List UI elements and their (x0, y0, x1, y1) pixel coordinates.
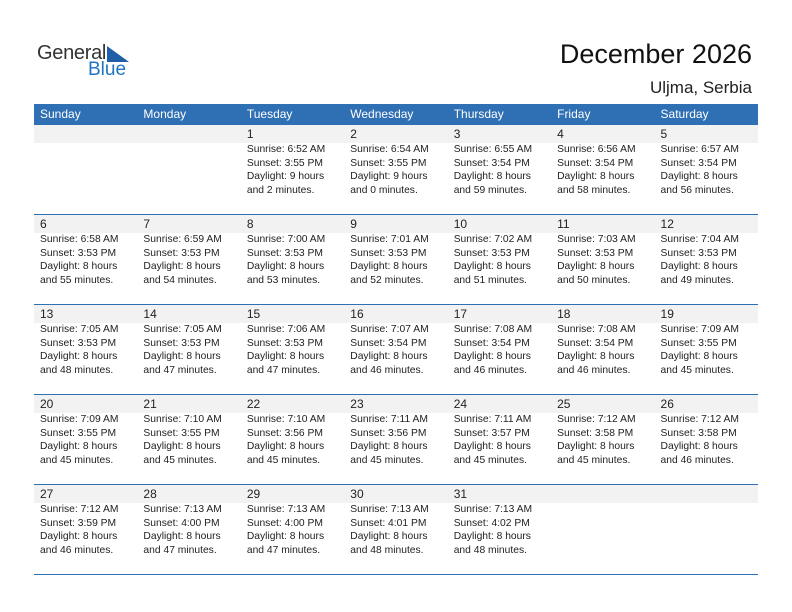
daylight-hours-text: Daylight: 8 hours (350, 351, 428, 362)
sunset-text: Sunset: 3:54 PM (557, 337, 634, 349)
week-cells (34, 125, 758, 214)
daylight-minutes-text: and 45 minutes. (660, 364, 734, 376)
day-cell (655, 215, 758, 304)
day-number: 28 (143, 487, 157, 501)
weekday-sunday: Sunday (40, 107, 81, 121)
daylight-hours-text: Daylight: 8 hours (246, 531, 325, 542)
day-number: 3 (453, 127, 461, 141)
day-number: 20 (40, 397, 54, 411)
daylight-minutes-text: and 56 minutes. (660, 184, 734, 196)
day-cell (241, 215, 344, 304)
day-number: 13 (40, 307, 54, 321)
sunrise-text: Sunrise: 7:00 AM (246, 234, 326, 245)
empty-day-cell (655, 485, 758, 574)
sunrise-text: Sunrise: 7:12 AM (660, 414, 739, 425)
daylight-minutes-text: and 47 minutes. (143, 364, 217, 376)
sunrise-text: Sunrise: 7:13 AM (246, 504, 326, 515)
weekday-friday: Friday (557, 107, 591, 121)
weeks-container (34, 125, 758, 575)
sunrise-text: Sunrise: 7:03 AM (557, 234, 636, 245)
sunset-text: Sunset: 4:00 PM (246, 517, 323, 529)
empty-day-cell (34, 125, 137, 214)
daylight-minutes-text: and 55 minutes. (40, 274, 114, 286)
calendar-grid (34, 104, 758, 575)
sunrise-text: Sunrise: 7:12 AM (40, 504, 119, 515)
day-cell (448, 215, 551, 304)
daylight-minutes-text: and 52 minutes. (350, 274, 424, 286)
daylight-minutes-text: and 58 minutes. (557, 184, 631, 196)
sunrise-text: Sunrise: 6:59 AM (143, 234, 222, 245)
daylight-hours-text: Daylight: 8 hours (246, 441, 325, 452)
day-cell (655, 395, 758, 484)
daylight-minutes-text: and 48 minutes. (40, 364, 114, 376)
sunset-text: Sunset: 3:53 PM (246, 247, 323, 259)
daylight-minutes-text: and 47 minutes. (143, 544, 217, 556)
sunset-text: Sunset: 3:53 PM (350, 247, 427, 259)
daylight-hours-text: Daylight: 8 hours (350, 441, 428, 452)
day-number: 24 (453, 397, 468, 411)
daylight-minutes-text: and 53 minutes. (246, 274, 321, 286)
daylight-minutes-text: and 48 minutes. (350, 544, 424, 556)
sunrise-text: Sunrise: 7:13 AM (453, 504, 533, 515)
daylight-minutes-text: and 48 minutes. (453, 544, 527, 556)
sunrise-text: Sunrise: 7:09 AM (660, 324, 739, 335)
daylight-minutes-text: and 47 minutes. (246, 364, 321, 376)
sunset-text: Sunset: 3:56 PM (246, 427, 323, 439)
week-cells (34, 395, 758, 484)
sunrise-text: Sunrise: 7:11 AM (453, 414, 532, 425)
sunset-text: Sunset: 3:53 PM (40, 247, 117, 259)
day-cell (344, 305, 447, 394)
day-number: 11 (557, 217, 570, 231)
day-cell (241, 395, 344, 484)
logo-text-blue: Blue (88, 59, 127, 80)
day-number: 26 (660, 397, 674, 411)
day-number: 8 (246, 217, 254, 231)
sunrise-text: Sunrise: 7:07 AM (350, 324, 429, 335)
day-cell (551, 125, 654, 214)
day-number: 9 (350, 217, 357, 231)
day-cell (241, 125, 344, 214)
daylight-minutes-text: and 51 minutes. (453, 274, 527, 286)
daylight-hours-text: Daylight: 8 hours (40, 441, 118, 452)
day-number: 31 (453, 487, 468, 501)
day-number: 22 (246, 397, 261, 411)
daylight-hours-text: Daylight: 8 hours (143, 531, 221, 542)
daylight-hours-text: Daylight: 9 hours (350, 171, 428, 182)
sunrise-text: Sunrise: 6:55 AM (453, 144, 533, 155)
day-number: 15 (246, 307, 261, 321)
daylight-hours-text: Daylight: 8 hours (40, 531, 118, 542)
sunrise-text: Sunrise: 7:13 AM (143, 504, 222, 515)
day-number: 1 (246, 127, 254, 141)
day-number: 23 (350, 397, 364, 411)
week-row (34, 395, 758, 485)
daylight-minutes-text: and 2 minutes. (246, 184, 315, 196)
day-number: 29 (246, 487, 261, 501)
daylight-hours-text: Daylight: 9 hours (246, 171, 325, 182)
day-number: 5 (660, 127, 668, 141)
daylight-hours-text: Daylight: 8 hours (453, 171, 531, 182)
sunrise-text: Sunrise: 7:05 AM (40, 324, 119, 335)
daylight-hours-text: Daylight: 8 hours (246, 351, 325, 362)
daylight-hours-text: Daylight: 8 hours (453, 261, 531, 272)
day-cell (344, 125, 447, 214)
day-cell (137, 395, 240, 484)
daylight-minutes-text: and 46 minutes. (40, 544, 114, 556)
sunset-text: Sunset: 3:54 PM (350, 337, 427, 349)
day-number: 12 (660, 217, 674, 231)
daylight-hours-text: Daylight: 8 hours (660, 441, 738, 452)
sunset-text: Sunset: 3:57 PM (453, 427, 530, 439)
day-number: 16 (350, 307, 364, 321)
daylight-minutes-text: and 59 minutes. (453, 184, 527, 196)
daylight-minutes-text: and 45 minutes. (246, 454, 321, 466)
week-row (34, 305, 758, 395)
daylight-hours-text: Daylight: 8 hours (143, 351, 221, 362)
day-cell (137, 305, 240, 394)
sunrise-text: Sunrise: 6:57 AM (660, 144, 739, 155)
day-cell (448, 395, 551, 484)
week-cells (34, 485, 758, 574)
day-cell (137, 485, 240, 574)
day-cell (34, 485, 137, 574)
day-cell (34, 305, 137, 394)
sunrise-text: Sunrise: 6:58 AM (40, 234, 119, 245)
daylight-hours-text: Daylight: 8 hours (453, 351, 531, 362)
daylight-minutes-text: and 54 minutes. (143, 274, 217, 286)
sunset-text: Sunset: 3:53 PM (453, 247, 530, 259)
daylight-minutes-text: and 45 minutes. (40, 454, 114, 466)
sunrise-text: Sunrise: 7:12 AM (557, 414, 636, 425)
weekday-tuesday: Tuesday (246, 107, 293, 121)
day-number: 10 (453, 217, 468, 231)
day-cell (34, 395, 137, 484)
sunrise-text: Sunrise: 7:10 AM (143, 414, 222, 425)
week-row (34, 125, 758, 215)
daylight-hours-text: Daylight: 8 hours (660, 171, 738, 182)
sunset-text: Sunset: 3:58 PM (557, 427, 634, 439)
day-cell (551, 305, 654, 394)
day-number: 18 (557, 307, 571, 321)
day-cell (34, 215, 137, 304)
weekday-thursday: Thursday (453, 107, 504, 121)
sunset-text: Sunset: 4:01 PM (350, 517, 427, 529)
day-cell (344, 395, 447, 484)
daylight-minutes-text: and 46 minutes. (453, 364, 527, 376)
day-number: 25 (557, 397, 571, 411)
sunset-text: Sunset: 3:55 PM (350, 157, 427, 169)
weekday-wednesday: Wednesday (350, 107, 414, 121)
day-cell (241, 485, 344, 574)
daylight-hours-text: Daylight: 8 hours (40, 261, 118, 272)
day-number: 27 (40, 487, 54, 501)
day-number: 4 (557, 127, 564, 141)
sunset-text: Sunset: 3:54 PM (453, 157, 530, 169)
daylight-minutes-text: and 45 minutes. (453, 454, 527, 466)
day-cell (551, 395, 654, 484)
daylight-hours-text: Daylight: 8 hours (143, 261, 221, 272)
daylight-hours-text: Daylight: 8 hours (453, 441, 531, 452)
sunset-text: Sunset: 3:56 PM (350, 427, 427, 439)
sunset-text: Sunset: 3:53 PM (143, 247, 220, 259)
daylight-hours-text: Daylight: 8 hours (453, 531, 531, 542)
week-cells (34, 305, 758, 394)
logo (37, 42, 137, 82)
day-cell (448, 305, 551, 394)
sunset-text: Sunset: 3:53 PM (246, 337, 323, 349)
sunrise-text: Sunrise: 7:08 AM (557, 324, 636, 335)
daylight-minutes-text: and 50 minutes. (557, 274, 631, 286)
daylight-hours-text: Daylight: 8 hours (660, 351, 738, 362)
day-cell (241, 305, 344, 394)
daylight-hours-text: Daylight: 8 hours (557, 261, 635, 272)
daylight-minutes-text: and 46 minutes. (660, 454, 734, 466)
day-cell (551, 215, 654, 304)
week-row (34, 485, 758, 575)
day-cell (448, 485, 551, 574)
sunset-text: Sunset: 3:55 PM (40, 427, 117, 439)
weekday-header-row (34, 104, 758, 125)
daylight-hours-text: Daylight: 8 hours (557, 351, 635, 362)
sunset-text: Sunset: 3:59 PM (40, 517, 117, 529)
sunrise-text: Sunrise: 7:13 AM (350, 504, 429, 515)
sunrise-text: Sunrise: 6:52 AM (246, 144, 326, 155)
daylight-minutes-text: and 46 minutes. (557, 364, 631, 376)
weekday-monday: Monday (143, 107, 187, 121)
day-cell (448, 125, 551, 214)
day-number: 14 (143, 307, 157, 321)
sunrise-text: Sunrise: 7:01 AM (350, 234, 429, 245)
sunset-text: Sunset: 3:53 PM (660, 247, 737, 259)
sunrise-text: Sunrise: 7:09 AM (40, 414, 119, 425)
sunset-text: Sunset: 3:55 PM (143, 427, 220, 439)
sunrise-text: Sunrise: 7:08 AM (453, 324, 533, 335)
day-number: 21 (143, 397, 157, 411)
daylight-hours-text: Daylight: 8 hours (246, 261, 325, 272)
daylight-minutes-text: and 45 minutes. (557, 454, 631, 466)
day-cell (655, 305, 758, 394)
daylight-minutes-text: and 46 minutes. (350, 364, 424, 376)
day-cell (344, 485, 447, 574)
sunset-text: Sunset: 3:54 PM (660, 157, 737, 169)
sunset-text: Sunset: 3:58 PM (660, 427, 737, 439)
daylight-hours-text: Daylight: 8 hours (557, 441, 635, 452)
daylight-hours-text: Daylight: 8 hours (660, 261, 738, 272)
weekday-saturday: Saturday (660, 107, 709, 121)
sunrise-text: Sunrise: 7:11 AM (350, 414, 428, 425)
daylight-hours-text: Daylight: 8 hours (143, 441, 221, 452)
week-cells (34, 215, 758, 304)
sunset-text: Sunset: 4:02 PM (453, 517, 530, 529)
day-cell (344, 215, 447, 304)
sunset-text: Sunset: 3:53 PM (40, 337, 117, 349)
sunrise-text: Sunrise: 7:02 AM (453, 234, 533, 245)
day-number: 17 (453, 307, 468, 321)
daylight-hours-text: Daylight: 8 hours (350, 261, 428, 272)
sunset-text: Sunset: 3:55 PM (246, 157, 323, 169)
sunset-text: Sunset: 3:53 PM (557, 247, 634, 259)
sunset-text: Sunset: 3:54 PM (453, 337, 530, 349)
week-row (34, 215, 758, 305)
sunrise-text: Sunrise: 7:04 AM (660, 234, 739, 245)
sunset-text: Sunset: 4:00 PM (143, 517, 220, 529)
daylight-minutes-text: and 0 minutes. (350, 184, 418, 196)
daylight-hours-text: Daylight: 8 hours (350, 531, 428, 542)
empty-day-cell (137, 125, 240, 214)
sunrise-text: Sunrise: 6:54 AM (350, 144, 429, 155)
day-number: 19 (660, 307, 674, 321)
daylight-minutes-text: and 45 minutes. (350, 454, 424, 466)
sunrise-text: Sunrise: 7:05 AM (143, 324, 222, 335)
sunrise-text: Sunrise: 7:06 AM (246, 324, 326, 335)
sunrise-text: Sunrise: 6:56 AM (557, 144, 636, 155)
location-label: Uljma, Serbia (649, 78, 752, 97)
daylight-hours-text: Daylight: 8 hours (40, 351, 118, 362)
empty-day-cell (551, 485, 654, 574)
day-number: 2 (350, 127, 357, 141)
day-number: 6 (40, 217, 47, 231)
sunset-text: Sunset: 3:53 PM (143, 337, 220, 349)
day-number: 30 (350, 487, 364, 501)
day-number: 7 (143, 217, 151, 231)
sunset-text: Sunset: 3:55 PM (660, 337, 737, 349)
logo-text-general: General (37, 42, 107, 64)
day-cell (655, 125, 758, 214)
sunset-text: Sunset: 3:54 PM (557, 157, 634, 169)
daylight-minutes-text: and 49 minutes. (660, 274, 734, 286)
page-title: December 2026 (559, 39, 752, 69)
daylight-minutes-text: and 45 minutes. (143, 454, 217, 466)
day-cell (137, 215, 240, 304)
daylight-minutes-text: and 47 minutes. (246, 544, 321, 556)
sunrise-text: Sunrise: 7:10 AM (246, 414, 326, 425)
daylight-hours-text: Daylight: 8 hours (557, 171, 635, 182)
